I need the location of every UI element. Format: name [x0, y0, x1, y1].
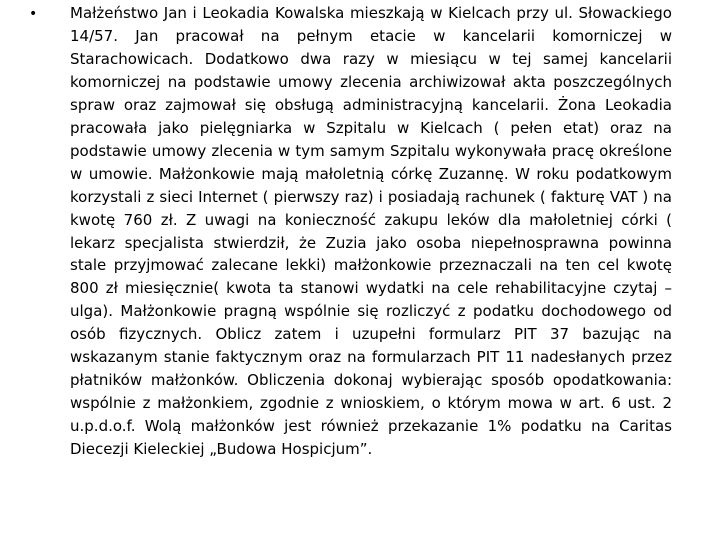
bullet-marker: • [29, 6, 38, 22]
task-paragraph: Małżeństwo Jan i Leokadia Kowalska mieszkają w Kielcach przy ul. Słowackiego 14/57. Jan pracował na pełnym etacie w kancelarii komorniczej w Starachowicach. Dodatkowo dwa razy w miesiącu w tej samej kancelarii komorniczej na podstawie umowy zlecenia archiwizował akta poszczególnych spraw oraz zajmował się obsługą administracyjną kancelarii. Żona Leokadia pracowała jako pielęgniarka w Szpitalu w Kielcach ( pełen etat) oraz na podstawie umowy zlecenia w tym samym Szpitalu wykonywała pracę określone w umowie. Małżonkowie mają małoletnią córkę Zuzannę. W roku podatkowym korzystali z sieci Internet ( pierwszy raz) i posiadają rachunek ( fakturę VAT ) na kwotę 760 zł. Z uwagi na konieczność zakupu leków dla małoletniej córki ( lekarz specjalista stwierdził, że Zuzia jako osoba niepełnosprawna powinna stale przyjmować zalecane lekki) małżonkowie przeznaczali na ten cel kwotę 800 zł miesięcznie( kwota ta stanowi wydatki na cele rehabilitacyjne czytaj – ulga). Małżonkowie pragną wspólnie się rozliczyć z podatku dochodowego od osób fizycznych. Oblicz zatem i uzupełni formularz PIT 37 bazując na wskazanym stanie faktycznym oraz na formularzach PIT 11 nadesłanych przez płatników małżonków. Obliczenia dokonaj wybierając sposób opodatkowania: wspólnie z małżonkiem, zgodnie z wnioskiem, o którym mowa w art. 6 ust. 2 u.p.d.o.f. Wolą małżonków jest również przekazanie 1% podatku na Caritas Diecezji Kieleckiej „Budowa Hospicjum”. [70, 4, 672, 459]
